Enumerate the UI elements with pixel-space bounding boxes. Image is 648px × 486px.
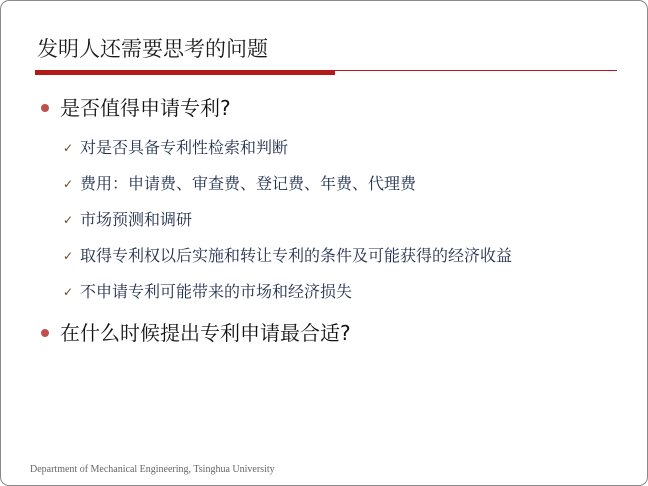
check-mark-icon: ✓ <box>63 285 74 299</box>
sub-bullet-text: 市场预测和调研 <box>80 210 193 229</box>
footer-text: Department of Mechanical Engineering, Tsinghua University <box>30 464 275 475</box>
bullet-item <box>41 320 351 346</box>
bullet-dot-icon <box>41 104 49 112</box>
sub-bullet-item <box>63 138 288 158</box>
sub-bullet-text: 不申请专利可能带来的市场和经济损失 <box>80 282 353 301</box>
sub-bullet-text: 对是否具备专利性检索和判断 <box>80 138 289 157</box>
sub-bullet-text: 费用：申请费、审查费、登记费、年费、代理费 <box>80 174 417 193</box>
check-mark-icon: ✓ <box>63 141 74 155</box>
sub-bullet-item <box>63 210 192 230</box>
check-mark-icon: ✓ <box>63 177 74 191</box>
bullet-item <box>41 95 231 121</box>
title-underline-accent <box>35 70 335 75</box>
check-mark-icon: ✓ <box>63 213 74 227</box>
sub-bullet-text: 取得专利权以后实施和转让专利的条件及可能获得的经济收益 <box>80 246 513 265</box>
bullet-text: 是否值得申请专利? <box>60 96 231 120</box>
slide-title: 发明人还需要思考的问题 <box>37 37 268 61</box>
check-mark-icon: ✓ <box>63 249 74 263</box>
sub-bullet-item <box>63 174 416 194</box>
bullet-dot-icon <box>41 329 49 337</box>
bullet-text: 在什么时候提出专利申请最合适? <box>60 321 351 345</box>
sub-bullet-item <box>63 282 352 302</box>
sub-bullet-item <box>63 246 512 266</box>
